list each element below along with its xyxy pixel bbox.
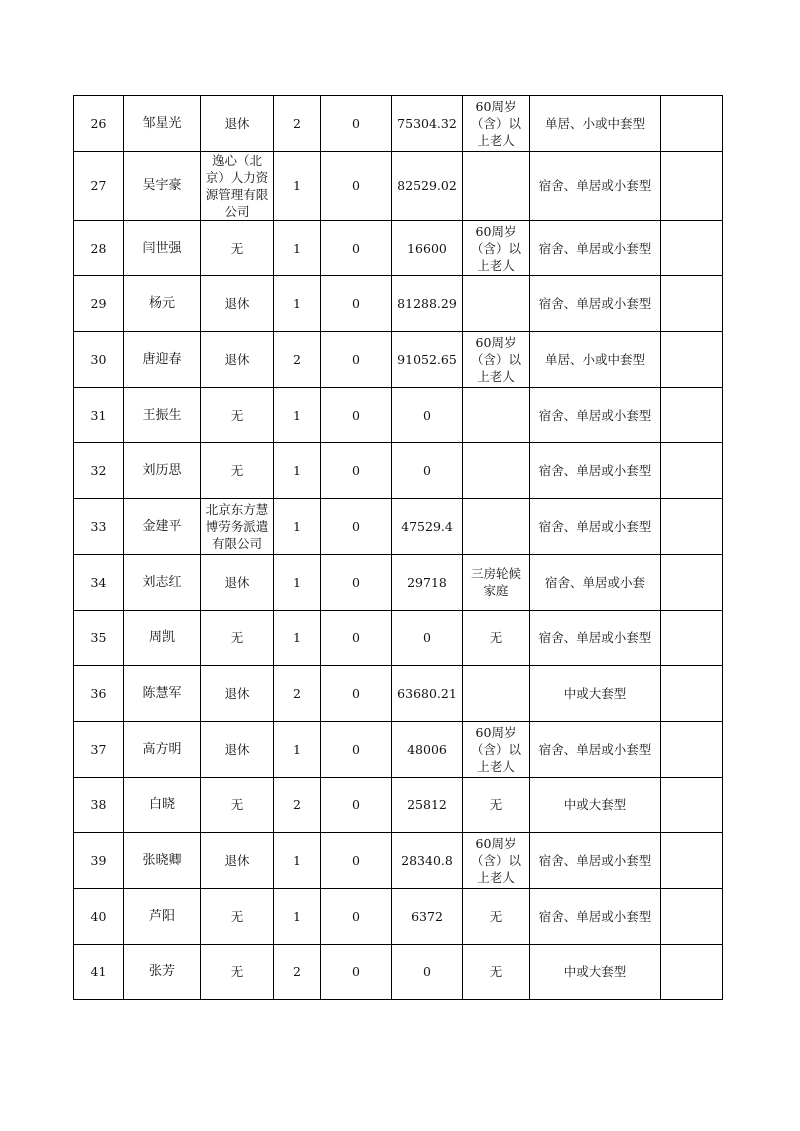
row-number-cell: 33 [74,499,124,555]
applicant-name-cell: 吴宇豪 [124,151,201,220]
remark-cell [661,499,723,555]
work-unit-cell: 退休 [201,332,274,388]
table-row [74,332,723,388]
family-members-cell: 2 [274,332,321,388]
row-number-cell: 34 [74,554,124,610]
priority-condition-cell: 无 [463,888,530,944]
family-members-cell: 2 [274,96,321,152]
housing-area-cell: 0 [321,554,392,610]
applicant-name-cell: 金建平 [124,499,201,555]
table-row [74,610,723,666]
housing-type-cell: 宿舍、单居或小套型 [530,499,661,555]
table-row [74,777,723,833]
housing-type-cell: 宿舍、单居或小套型 [530,220,661,276]
priority-condition-cell [463,666,530,722]
row-number-cell: 39 [74,833,124,889]
table-row [74,151,723,220]
priority-condition-cell: 无 [463,777,530,833]
priority-condition-cell: 60周岁（含）以上老人 [463,220,530,276]
annual-income-cell: 81288.29 [392,276,463,332]
table-body [74,96,723,1000]
remark-cell [661,833,723,889]
family-members-cell: 1 [274,151,321,220]
priority-condition-cell: 60周岁（含）以上老人 [463,96,530,152]
applicant-name-cell: 刘志红 [124,554,201,610]
housing-area-cell: 0 [321,777,392,833]
annual-income-cell: 0 [392,610,463,666]
annual-income-cell: 63680.21 [392,666,463,722]
applicant-name-cell: 王振生 [124,387,201,443]
priority-condition-cell: 60周岁（含）以上老人 [463,833,530,889]
housing-area-cell: 0 [321,610,392,666]
priority-condition-cell: 无 [463,610,530,666]
applicant-name-cell: 刘历思 [124,443,201,499]
applicant-name-cell: 杨元 [124,276,201,332]
remark-cell [661,610,723,666]
work-unit-cell: 退休 [201,721,274,777]
row-number-cell: 35 [74,610,124,666]
priority-condition-cell: 60周岁（含）以上老人 [463,332,530,388]
annual-income-cell: 75304.32 [392,96,463,152]
housing-area-cell: 0 [321,443,392,499]
housing-area-cell: 0 [321,220,392,276]
housing-area-cell: 0 [321,276,392,332]
annual-income-cell: 25812 [392,777,463,833]
housing-type-cell: 宿舍、单居或小套型 [530,443,661,499]
annual-income-cell: 82529.02 [392,151,463,220]
applicant-name-cell: 高方明 [124,721,201,777]
work-unit-cell: 退休 [201,276,274,332]
annual-income-cell: 47529.4 [392,499,463,555]
remark-cell [661,96,723,152]
annual-income-cell: 28340.8 [392,833,463,889]
family-members-cell: 1 [274,721,321,777]
housing-area-cell: 0 [321,151,392,220]
row-number-cell: 40 [74,888,124,944]
annual-income-cell: 48006 [392,721,463,777]
housing-area-cell: 0 [321,721,392,777]
row-number-cell: 29 [74,276,124,332]
table-row [74,888,723,944]
housing-area-cell: 0 [321,666,392,722]
housing-area-cell: 0 [321,387,392,443]
row-number-cell: 36 [74,666,124,722]
family-members-cell: 1 [274,833,321,889]
work-unit-cell: 无 [201,220,274,276]
housing-area-cell: 0 [321,833,392,889]
row-number-cell: 32 [74,443,124,499]
remark-cell [661,777,723,833]
row-number-cell: 30 [74,332,124,388]
family-members-cell: 1 [274,554,321,610]
work-unit-cell: 逸心（北京）人力资源管理有限公司 [201,151,274,220]
housing-area-cell: 0 [321,888,392,944]
work-unit-cell: 北京东方慧博劳务派遣有限公司 [201,499,274,555]
work-unit-cell: 无 [201,387,274,443]
family-members-cell: 1 [274,387,321,443]
applicant-name-cell: 芦阳 [124,888,201,944]
applicant-name-cell: 闫世强 [124,220,201,276]
table-row [74,276,723,332]
priority-condition-cell: 60周岁（含）以上老人 [463,721,530,777]
row-number-cell: 28 [74,220,124,276]
remark-cell [661,332,723,388]
table-row [74,833,723,889]
priority-condition-cell [463,276,530,332]
row-number-cell: 38 [74,777,124,833]
annual-income-cell: 0 [392,443,463,499]
housing-type-cell: 宿舍、单居或小套型 [530,276,661,332]
family-members-cell: 2 [274,777,321,833]
table-row [74,443,723,499]
family-members-cell: 2 [274,666,321,722]
housing-type-cell: 中或大套型 [530,777,661,833]
applicant-name-cell: 邹星光 [124,96,201,152]
family-members-cell: 1 [274,610,321,666]
priority-condition-cell: 无 [463,944,530,1000]
row-number-cell: 41 [74,944,124,1000]
priority-condition-cell [463,387,530,443]
applicant-name-cell: 周凯 [124,610,201,666]
housing-type-cell: 宿舍、单居或小套 [530,554,661,610]
row-number-cell: 26 [74,96,124,152]
remark-cell [661,151,723,220]
applicant-name-cell: 张晓卿 [124,833,201,889]
housing-type-cell: 宿舍、单居或小套型 [530,151,661,220]
table-row [74,944,723,1000]
work-unit-cell: 无 [201,944,274,1000]
housing-type-cell: 中或大套型 [530,666,661,722]
family-members-cell: 1 [274,888,321,944]
table-row [74,666,723,722]
row-number-cell: 31 [74,387,124,443]
work-unit-cell: 无 [201,610,274,666]
housing-area-cell: 0 [321,332,392,388]
remark-cell [661,554,723,610]
remark-cell [661,443,723,499]
table-row [74,387,723,443]
priority-condition-cell [463,151,530,220]
annual-income-cell: 91052.65 [392,332,463,388]
table-row [74,554,723,610]
work-unit-cell: 退休 [201,96,274,152]
annual-income-cell: 0 [392,944,463,1000]
housing-type-cell: 宿舍、单居或小套型 [530,888,661,944]
work-unit-cell: 无 [201,888,274,944]
work-unit-cell: 退休 [201,666,274,722]
table-row [74,96,723,152]
remark-cell [661,387,723,443]
housing-type-cell: 单居、小或中套型 [530,96,661,152]
annual-income-cell: 6372 [392,888,463,944]
table-row [74,499,723,555]
row-number-cell: 27 [74,151,124,220]
housing-area-cell: 0 [321,499,392,555]
family-members-cell: 1 [274,220,321,276]
table-row [74,220,723,276]
remark-cell [661,944,723,1000]
work-unit-cell: 无 [201,443,274,499]
housing-type-cell: 宿舍、单居或小套型 [530,833,661,889]
annual-income-cell: 16600 [392,220,463,276]
applicant-name-cell: 张芳 [124,944,201,1000]
applicant-name-cell: 陈慧军 [124,666,201,722]
applicant-name-cell: 白晓 [124,777,201,833]
work-unit-cell: 无 [201,777,274,833]
family-members-cell: 2 [274,944,321,1000]
housing-type-cell: 宿舍、单居或小套型 [530,721,661,777]
table-row [74,721,723,777]
annual-income-cell: 0 [392,387,463,443]
housing-type-cell: 中或大套型 [530,944,661,1000]
housing-type-cell: 宿舍、单居或小套型 [530,387,661,443]
remark-cell [661,666,723,722]
housing-type-cell: 宿舍、单居或小套型 [530,610,661,666]
priority-condition-cell: 三房轮候家庭 [463,554,530,610]
family-members-cell: 1 [274,443,321,499]
row-number-cell: 37 [74,721,124,777]
priority-condition-cell [463,499,530,555]
housing-type-cell: 单居、小或中套型 [530,332,661,388]
priority-condition-cell [463,443,530,499]
family-members-cell: 1 [274,499,321,555]
remark-cell [661,276,723,332]
remark-cell [661,888,723,944]
work-unit-cell: 退休 [201,554,274,610]
housing-area-cell: 0 [321,944,392,1000]
applicant-name-cell: 唐迎春 [124,332,201,388]
remark-cell [661,721,723,777]
family-members-cell: 1 [274,276,321,332]
annual-income-cell: 29718 [392,554,463,610]
remark-cell [661,220,723,276]
housing-area-cell: 0 [321,96,392,152]
applicant-table [73,95,723,1000]
work-unit-cell: 退休 [201,833,274,889]
